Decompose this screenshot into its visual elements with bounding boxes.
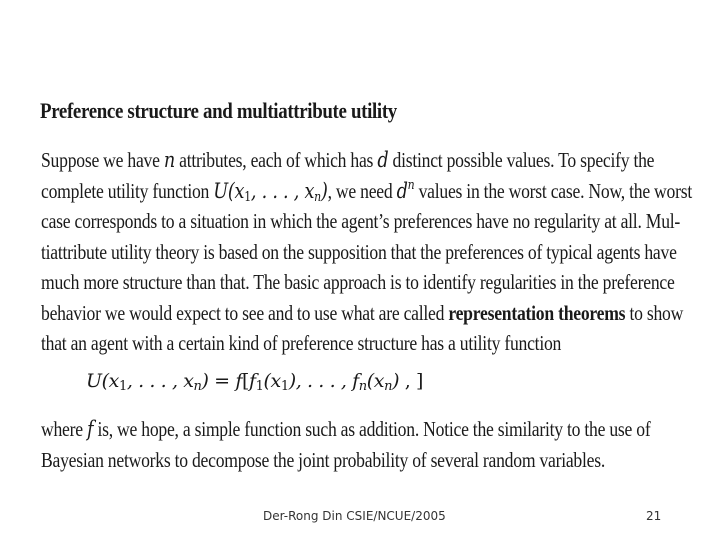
- math-subscript: 1: [118, 379, 127, 394]
- math-subscript: n: [384, 379, 393, 394]
- paragraph-line: that an agent with a certain kind of preference structure has a utility function: [41, 331, 562, 355]
- math-subscript: n: [193, 379, 202, 394]
- math-variable: d: [377, 148, 389, 172]
- math-bracket: , ]: [399, 370, 424, 392]
- paragraph-line: [41, 145, 679, 176]
- text-run: is, we hope, a simple function such as addition. Notice the similarity to the use of: [93, 417, 651, 441]
- text-run: complete utility function: [41, 178, 214, 203]
- math-text: ): [392, 370, 400, 392]
- text-run: Suppose we have: [41, 148, 164, 172]
- bold-term: representation theorems: [448, 300, 626, 325]
- math-text: ) = f: [201, 370, 242, 392]
- math-subscript: 1: [255, 379, 264, 394]
- math-variable: f: [87, 417, 94, 441]
- math-subscript: n: [358, 379, 367, 394]
- paragraph-conclusion: [41, 414, 679, 475]
- math-variable: d: [396, 178, 408, 203]
- math-text: ): [320, 178, 328, 203]
- text-run: attributes, each of which has: [174, 148, 378, 172]
- text-run: to show: [625, 300, 684, 325]
- utility-function-math: [213, 179, 327, 203]
- math-text: , . . . , x: [250, 178, 315, 203]
- math-variable: n: [163, 148, 175, 172]
- math-text: f: [249, 370, 256, 392]
- paragraph-line: [41, 298, 684, 329]
- paragraph-line: tiattribute utility theory is based on the supposition that the preferences of typical agents have: [41, 239, 677, 264]
- paragraph-line: case corresponds to a situation in which the agent’s preferences have no regularity at all. Mul-: [41, 209, 681, 233]
- math-bracket: [: [241, 370, 249, 392]
- section-heading: Preference structure and multiattribute utility: [40, 98, 397, 123]
- footer-author: Der-Rong Din CSIE/NCUE/2005: [263, 509, 446, 523]
- text-run: , we need: [327, 178, 397, 203]
- page-number: 21: [646, 509, 662, 523]
- math-text: (x: [263, 370, 281, 392]
- paragraph-line: Bayesian networks to decompose the joint probability of several random variables.: [41, 447, 606, 472]
- math-subscript: 1: [280, 379, 289, 394]
- text-run: behavior we would expect to see and to use what are called: [41, 300, 449, 325]
- math-subscript: 1: [244, 189, 251, 205]
- math-text: (x: [366, 370, 385, 392]
- paragraph-line: [41, 414, 679, 445]
- utility-equation: [86, 370, 423, 392]
- math-text: U(x: [86, 370, 119, 392]
- math-superscript: n: [407, 177, 415, 193]
- math-subscript: n: [314, 189, 321, 205]
- math-text: ), . . . , f: [288, 370, 359, 392]
- text-run: where: [41, 417, 88, 441]
- math-text: , . . . , x: [126, 370, 194, 392]
- paragraph-line: much more structure than that. The basic approach is to identify regularities in the preference: [41, 270, 675, 294]
- paragraph-line: [41, 176, 692, 207]
- text-run: distinct possible values. To specify the: [388, 148, 655, 172]
- paragraph-intro: [41, 145, 692, 359]
- math-text: U(x: [213, 178, 245, 203]
- text-run: values in the worst case. Now, the worst: [414, 178, 692, 203]
